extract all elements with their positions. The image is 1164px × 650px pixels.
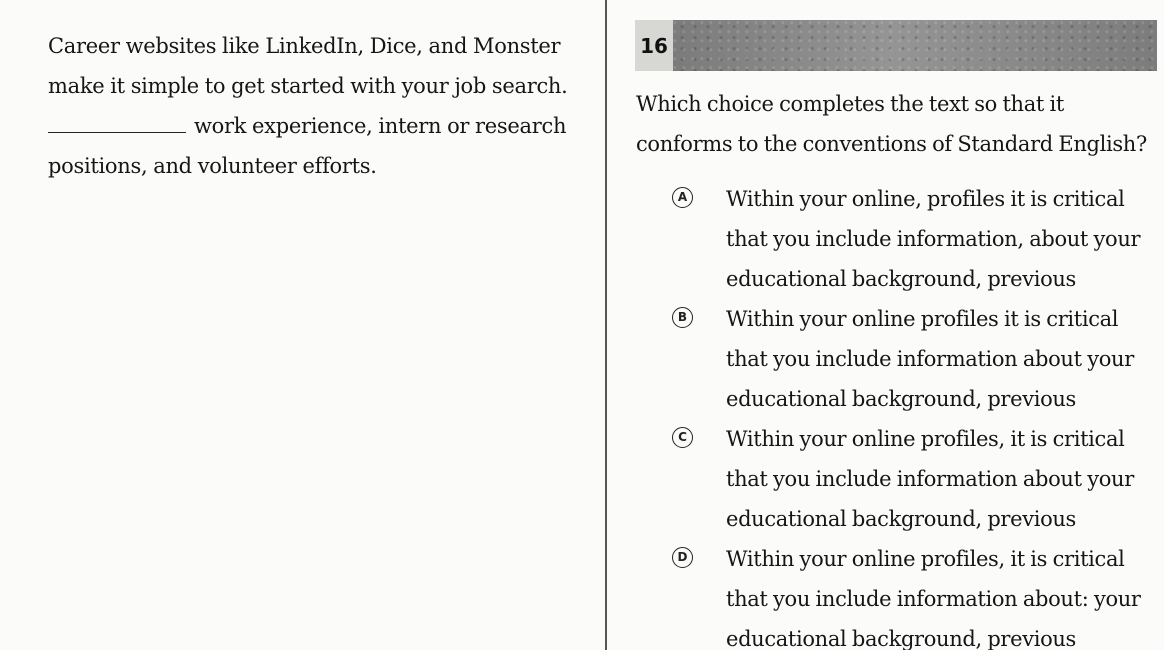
choice-a-text[interactable]: Within your online, profiles it is critical that you include information, about your educational background, previous <box>726 187 1141 291</box>
answer-choice-a[interactable] <box>672 179 1158 299</box>
choice-b-text[interactable]: Within your online profiles it is critical that you include information about your educational background, previous <box>726 307 1134 411</box>
question-number: 16 <box>635 20 673 71</box>
question-header <box>635 20 1157 71</box>
question-stem: Which choice completes the text so that it conforms to the conventions of Standard English? <box>636 92 1147 156</box>
choice-c-text[interactable]: Within your online profiles, it is critical that you include information about your educational background, previous <box>726 427 1134 531</box>
choice-c-marker-icon[interactable]: C <box>672 427 693 448</box>
choice-b-marker-icon[interactable]: B <box>672 307 693 328</box>
choice-d-marker-icon[interactable]: D <box>672 547 693 568</box>
column-divider <box>605 0 607 650</box>
passage-column <box>48 26 593 186</box>
answer-choices <box>672 179 1158 650</box>
answer-choice-d[interactable] <box>672 539 1158 650</box>
answer-blank <box>48 111 186 133</box>
passage-text <box>48 26 593 186</box>
passage-after-blank: work experience, intern or research positions, and volunteer efforts. <box>48 114 567 178</box>
choice-d-text[interactable]: Within your online profiles, it is critical that you include information about: your educational background, previous <box>726 547 1141 650</box>
choice-a-marker-icon[interactable]: A <box>672 187 693 208</box>
answer-choice-c[interactable] <box>672 419 1158 539</box>
answer-choice-b[interactable] <box>672 299 1158 419</box>
question-header-bar <box>673 20 1157 71</box>
passage-before-blank: Career websites like LinkedIn, Dice, and Monster make it simple to get started with your job search. <box>48 34 568 98</box>
